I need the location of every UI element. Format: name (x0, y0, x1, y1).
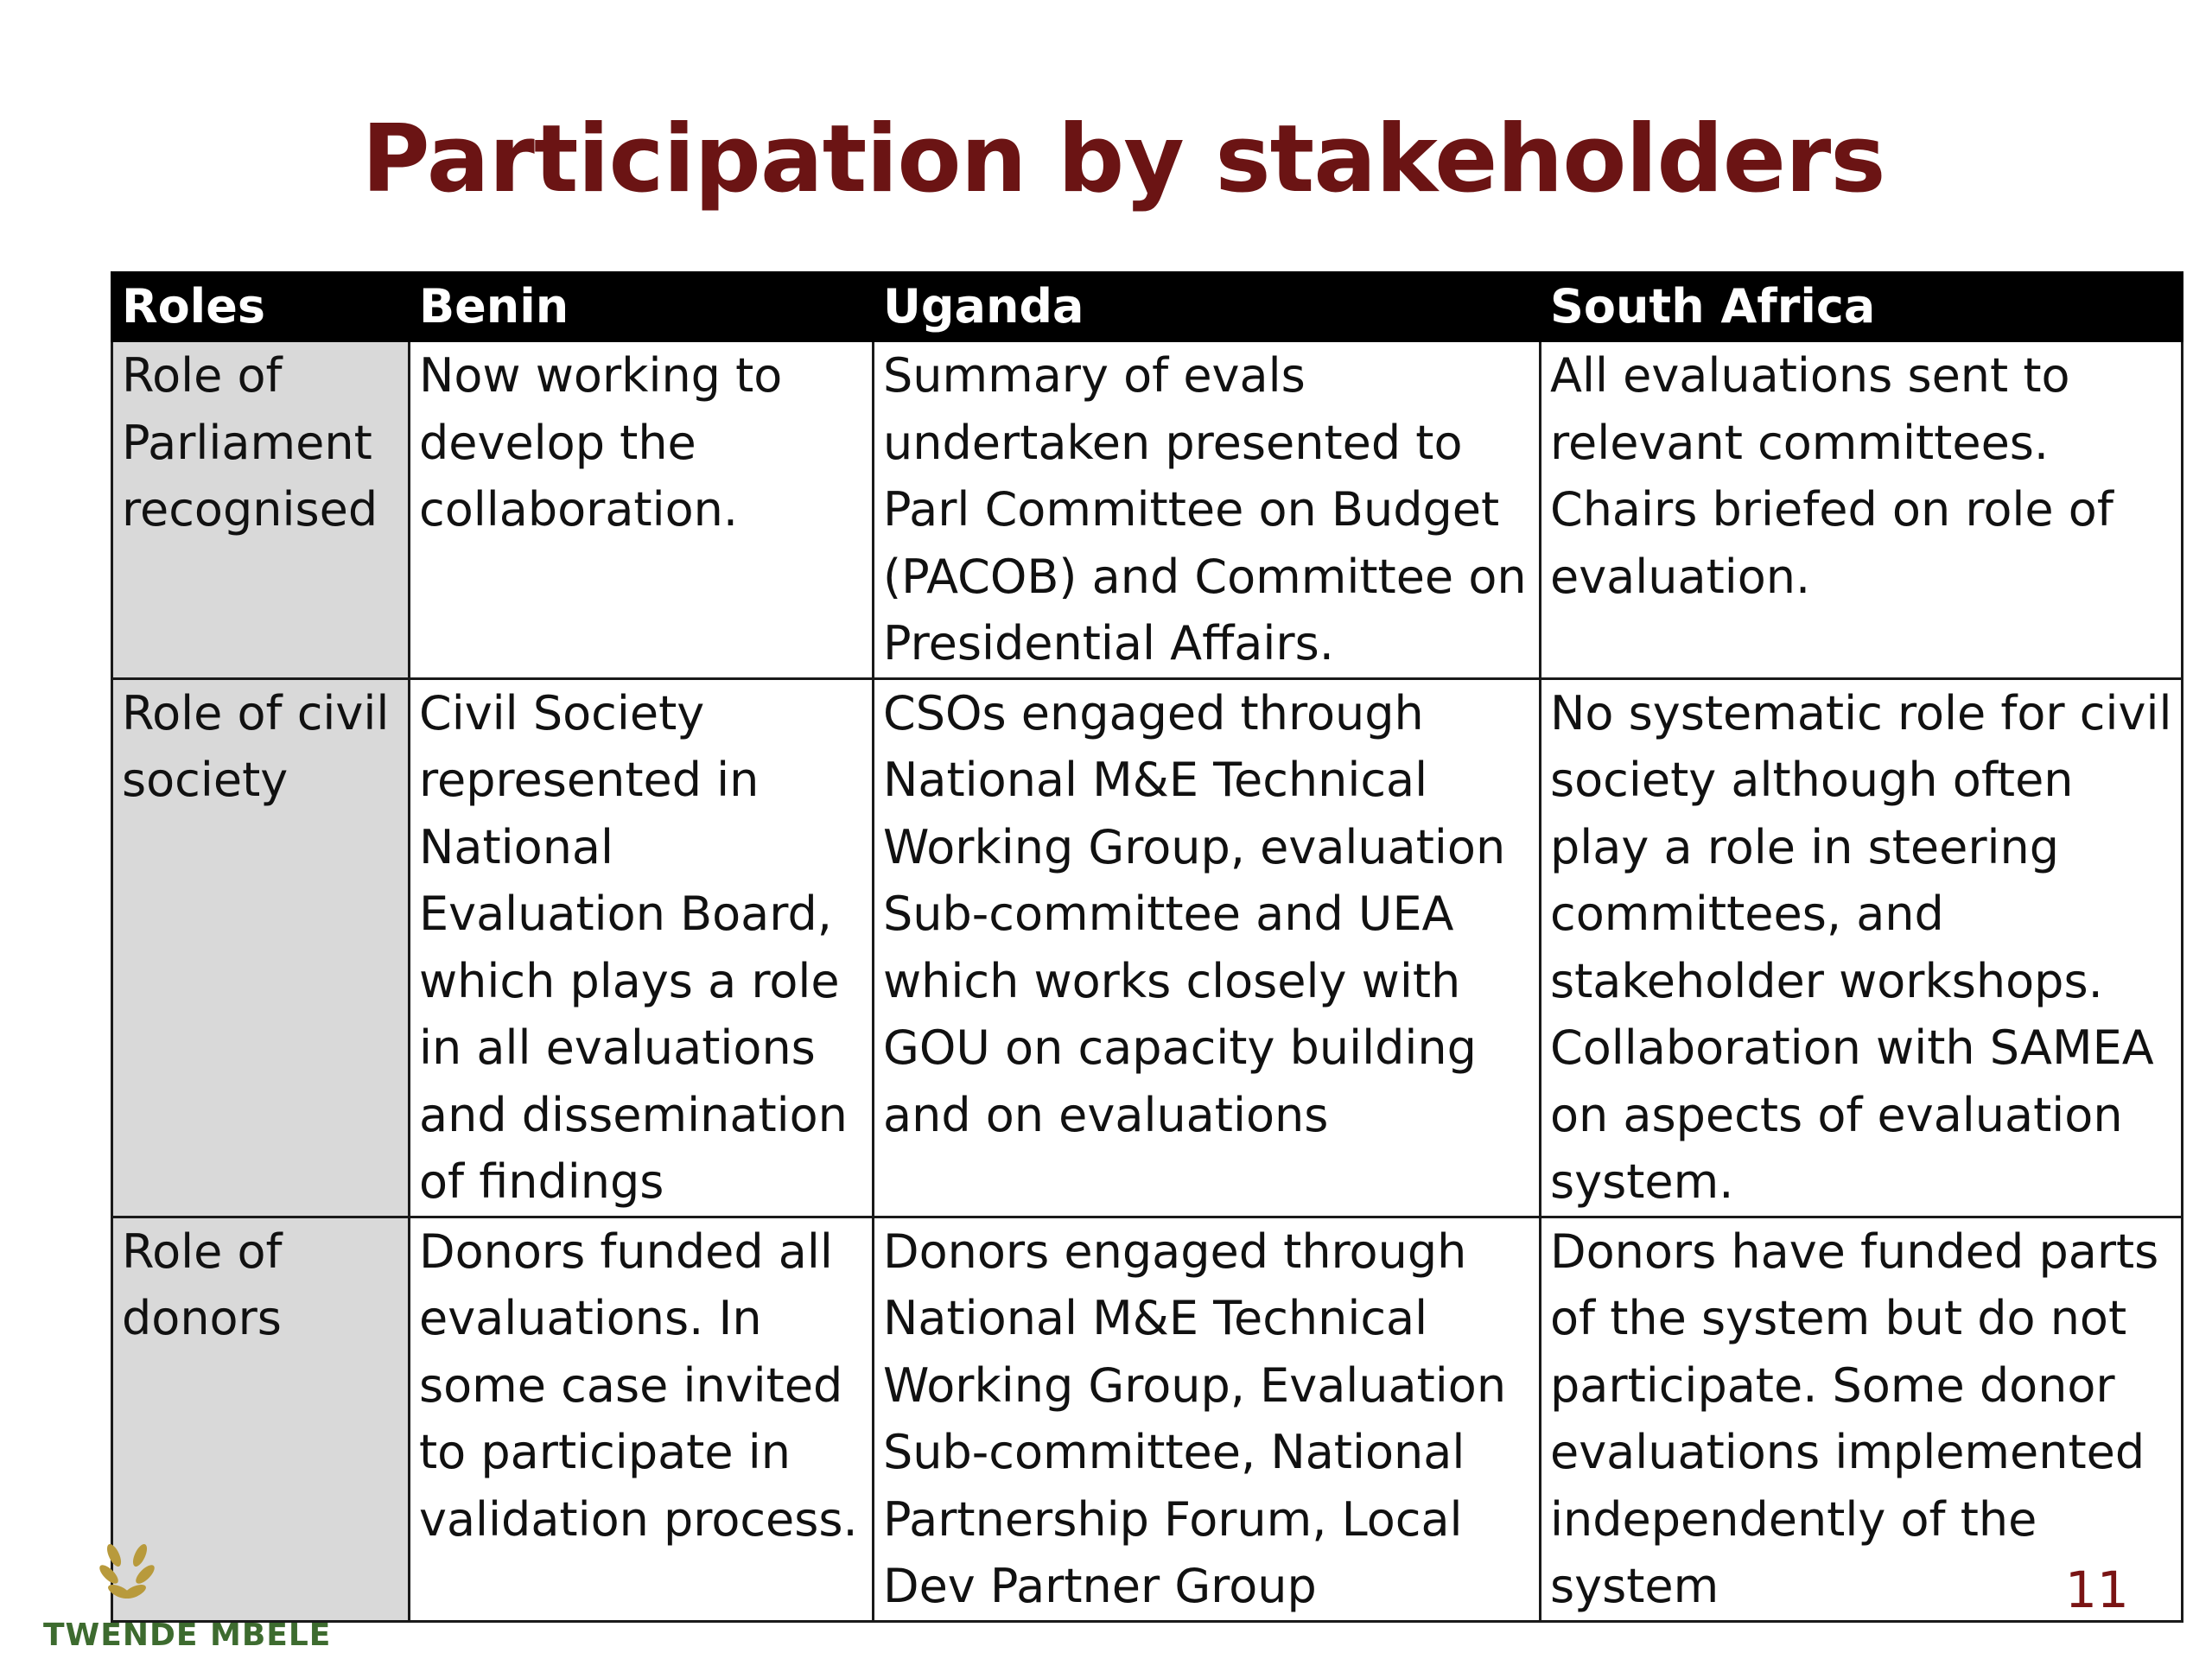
header-uganda: Uganda (874, 273, 1541, 341)
page-title: Participation by stakeholders (361, 105, 1885, 213)
cell-south-africa-civil-society: No systematic role for civil society although often play a role in steering committees, and stakeholder workshops. Collaboration with SAMEA on aspects of evaluation system. (1541, 678, 2183, 1217)
twende-mbele-logo (36, 1538, 332, 1653)
table-header-row (112, 273, 2183, 341)
cell-uganda-civil-society: CSOs engaged through National M&E Technical Working Group, evaluation Sub-committee and UEA which works closely with GOU on capacity building and on evaluations (874, 678, 1541, 1217)
logo-text: TWENDE MBELE (43, 1618, 332, 1653)
table-row (112, 678, 2183, 1217)
cell-uganda-donors: Donors engaged through National M&E Technical Working Group, Evaluation Sub-committee, National Partnership Forum, Local Dev Partner Group (874, 1217, 1541, 1621)
cell-benin-civil-society: Civil Society represented in National Evaluation Board, which plays a role in all evaluations and dissemination of findings (410, 678, 874, 1217)
table-row (112, 1217, 2183, 1621)
row-label-civil-society: Role of civil society (112, 678, 410, 1217)
wheat-leaf-icon (88, 1538, 166, 1616)
row-label-donors: Role of donors (112, 1217, 410, 1621)
stakeholder-table (111, 271, 2183, 1623)
row-label-parliament: Role of Parliament recognised (112, 341, 410, 679)
header-benin: Benin (410, 273, 874, 341)
cell-south-africa-donors: Donors have funded parts of the system but do not participate. Some donor evaluations implemented independently of the system (1541, 1217, 2183, 1621)
page-number: 11 (2065, 1560, 2129, 1619)
cell-uganda-parliament: Summary of evals undertaken presented to Parl Committee on Budget (PACOB) and Committee on Presidential Affairs. (874, 341, 1541, 679)
header-roles: Roles (112, 273, 410, 341)
cell-benin-donors: Donors funded all evaluations. In some case invited to participate in validation process. (410, 1217, 874, 1621)
header-south-africa: South Africa (1541, 273, 2183, 341)
table-row (112, 341, 2183, 679)
cell-benin-parliament: Now working to develop the collaboration. (410, 341, 874, 679)
cell-south-africa-parliament: All evaluations sent to relevant committees. Chairs briefed on role of evaluation. (1541, 341, 2183, 679)
